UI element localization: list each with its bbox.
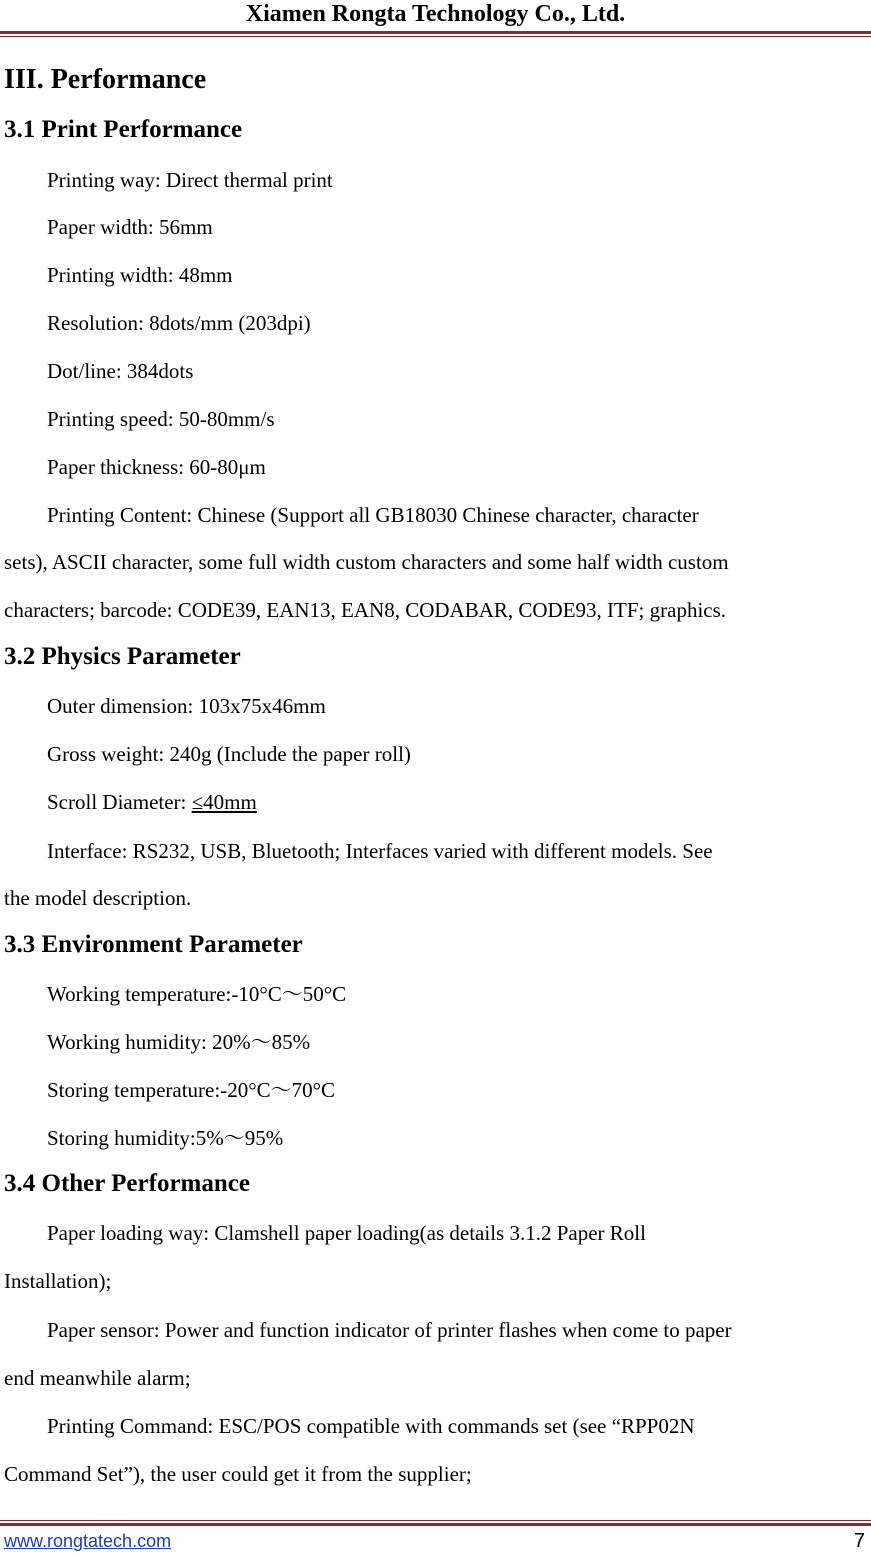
spec-interface-line1: Interface: RS232, USB, Bluetooth; Interfaces varied with different models. See — [47, 839, 713, 863]
spec-outer-dimension: Outer dimension: 103x75x46mm — [47, 694, 326, 718]
spec-paper-loading-line2: Installation); — [4, 1269, 112, 1293]
footer-rule-thick — [0, 1523, 871, 1526]
spec-storing-temperature: Storing temperature:-20°C～70°C — [47, 1078, 336, 1102]
section-title: III. Performance — [4, 64, 207, 95]
header-company-name: Xiamen Rongta Technology Co., Ltd. — [245, 1, 626, 27]
spec-printing-content-line2: sets), ASCII character, some full width custom characters and some half width custom — [4, 550, 729, 574]
spec-printing-width: Printing width: 48mm — [47, 263, 233, 287]
footer-page-number: 7 — [853, 1530, 865, 1552]
header-rule-thin — [0, 36, 871, 37]
spec-paper-width: Paper width: 56mm — [47, 215, 213, 239]
spec-dot-line: Dot/line: 384dots — [47, 359, 194, 383]
spec-paper-loading-line1: Paper loading way: Clamshell paper loading(as details 3.1.2 Paper Roll — [47, 1221, 646, 1245]
heading-other-performance: 3.4 Other Performance — [4, 1170, 250, 1197]
spec-printing-content-line1: Printing Content: Chinese (Support all GB18030 Chinese character, character — [47, 503, 699, 527]
scroll-diameter-label: Scroll Diameter: — [47, 790, 192, 814]
header-rule-thick — [0, 31, 871, 34]
spec-printing-command-line2: Command Set”), the user could get it from the supplier; — [4, 1462, 472, 1486]
spec-printing-way: Printing way: Direct thermal print — [47, 168, 333, 192]
heading-print-performance: 3.1 Print Performance — [4, 116, 243, 143]
spec-interface-line2: the model description. — [4, 886, 192, 910]
spec-storing-humidity: Storing humidity:5%～95% — [47, 1126, 284, 1150]
spec-resolution: Resolution: 8dots/mm (203dpi) — [47, 311, 311, 335]
spec-printing-content-line3: characters; barcode: CODE39, EAN13, EAN8, CODABAR, CODE93, ITF; graphics. — [4, 598, 727, 622]
spec-paper-sensor-line1: Paper sensor: Power and function indicator of printer flashes when come to paper — [47, 1318, 732, 1342]
spec-paper-thickness: Paper thickness: 60-80μm — [47, 455, 266, 479]
scroll-diameter-value: ≤40mm — [191, 790, 257, 814]
footer-rule-thin — [0, 1520, 871, 1521]
heading-environment-parameter: 3.3 Environment Parameter — [4, 931, 303, 958]
spec-working-temperature: Working temperature:-10°C～50°C — [47, 982, 347, 1006]
spec-printing-command-line1: Printing Command: ESC/POS compatible with commands set (see “RPP02N — [47, 1414, 695, 1438]
heading-physics-parameter: 3.2 Physics Parameter — [4, 643, 241, 670]
spec-paper-sensor-line2: end meanwhile alarm; — [4, 1366, 191, 1390]
spec-printing-speed: Printing speed: 50-80mm/s — [47, 407, 275, 431]
spec-gross-weight: Gross weight: 240g (Include the paper roll) — [47, 742, 411, 766]
footer-website-link[interactable]: www.rongtatech.com — [4, 1531, 172, 1551]
spec-scroll-diameter — [47, 789, 257, 815]
spec-working-humidity: Working humidity: 20%～85% — [47, 1030, 311, 1054]
